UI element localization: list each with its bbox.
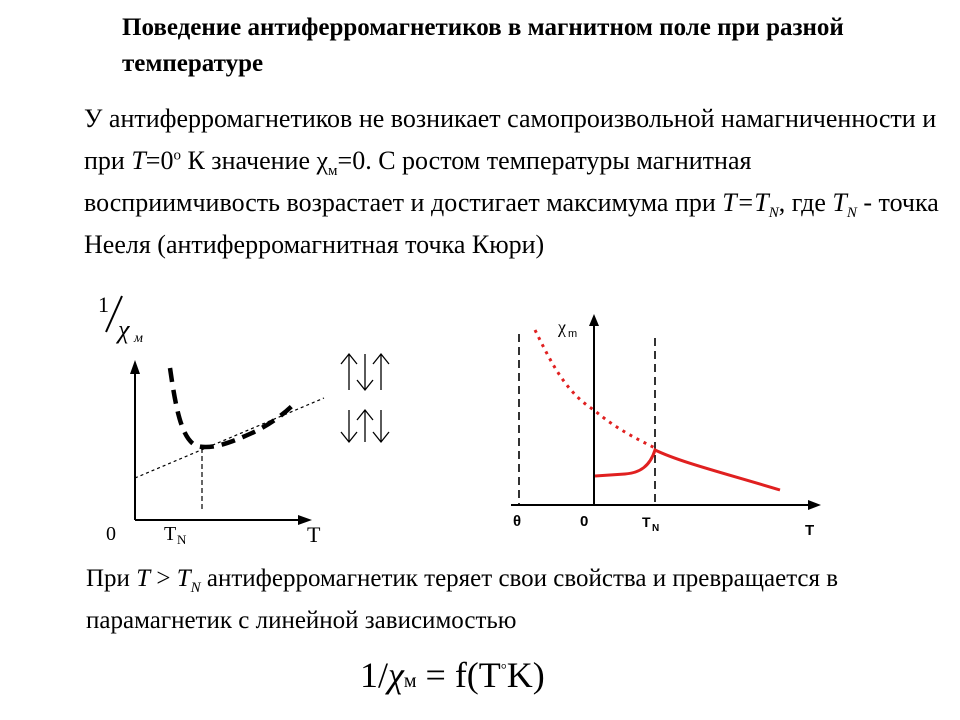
page-title: Поведение антиферромагнетиков в магнитном поле при разной температуре (122, 14, 844, 77)
conclusion-t-symbol-2: T (176, 565, 191, 592)
fig2-y-label-sub: m (568, 328, 578, 340)
fig1-y-label-sub: м (134, 331, 143, 346)
formula-equals: = f(T (416, 655, 501, 695)
fig2-x-arrow (808, 500, 821, 510)
fig1-x-label: T (307, 522, 321, 547)
formula-tail: K) (506, 655, 545, 695)
intro-text-5: , где (778, 188, 833, 217)
formula-degree: ° (500, 662, 507, 678)
fig1-tn-t-label: T (164, 523, 177, 545)
fig2-y-arrow (589, 314, 599, 326)
intro-paragraph (84, 98, 944, 294)
conclusion-text-3: антиферромагнетик теряет свои свойства и превращается в парамагнетик с линейной зависимостью (86, 565, 839, 634)
fig1-y-label-chi: χ (118, 315, 130, 344)
linear-dependence-formula (360, 645, 620, 705)
formula-chi-subscript: м (403, 670, 417, 692)
fig2-susceptibility-curve (595, 450, 780, 490)
fig1-linear-asymptote (135, 398, 324, 478)
intro-t-equals-t: T=T (722, 188, 769, 217)
fig2-zero-label: 0 (580, 513, 589, 530)
intro-chi-subscript: м (328, 163, 338, 180)
conclusion-paragraph (86, 558, 926, 642)
intro-t-symbol-2: T (832, 188, 847, 217)
intro-text-6: - точка Нееля (антиферромагнитная точка Кюри) (84, 188, 939, 259)
intro-chi-symbol: χ (316, 146, 329, 175)
intro-text-3: К значение (180, 146, 317, 175)
intro-t-symbol: T (131, 146, 146, 175)
fig1-y-arrow (130, 360, 140, 374)
intro-degree: о (173, 147, 181, 164)
conclusion-text-1: При (86, 565, 137, 592)
inverse-susceptibility-figure (92, 290, 412, 550)
conclusion-text-2: > (150, 565, 177, 592)
intro-n-subscript-1: N (768, 205, 779, 222)
intro-text-4: =0. С ростом температуры магнитная восприимчивость возрастает и достигает максимума при (84, 146, 752, 217)
fig1-curve (170, 368, 294, 447)
fig2-x-label: T (805, 522, 815, 539)
fig1-origin-label: 0 (106, 523, 116, 545)
formula-chi: χ (388, 655, 404, 695)
fig2-tn-n-label: N (652, 523, 660, 534)
conclusion-n-subscript: N (190, 580, 201, 596)
fig2-y-label: χ (558, 317, 566, 337)
intro-text-1: У антиферромагнетиков не возникает самопроизвольной намагниченности и при (84, 104, 937, 175)
conclusion-t-symbol: T (136, 565, 151, 592)
intro-text-2: =0 (145, 146, 174, 175)
fig1-y-label-one: 1 (98, 292, 109, 317)
formula-numerator: 1/ (360, 655, 389, 695)
fig1-tn-n-label: N (177, 532, 187, 547)
antiparallel-spin-arrows (341, 354, 389, 442)
intro-n-subscript-2: N (846, 205, 857, 222)
susceptibility-figure (505, 310, 825, 545)
fig2-theta-label: θ (513, 513, 522, 530)
fig2-tn-t-label: T (642, 514, 651, 530)
